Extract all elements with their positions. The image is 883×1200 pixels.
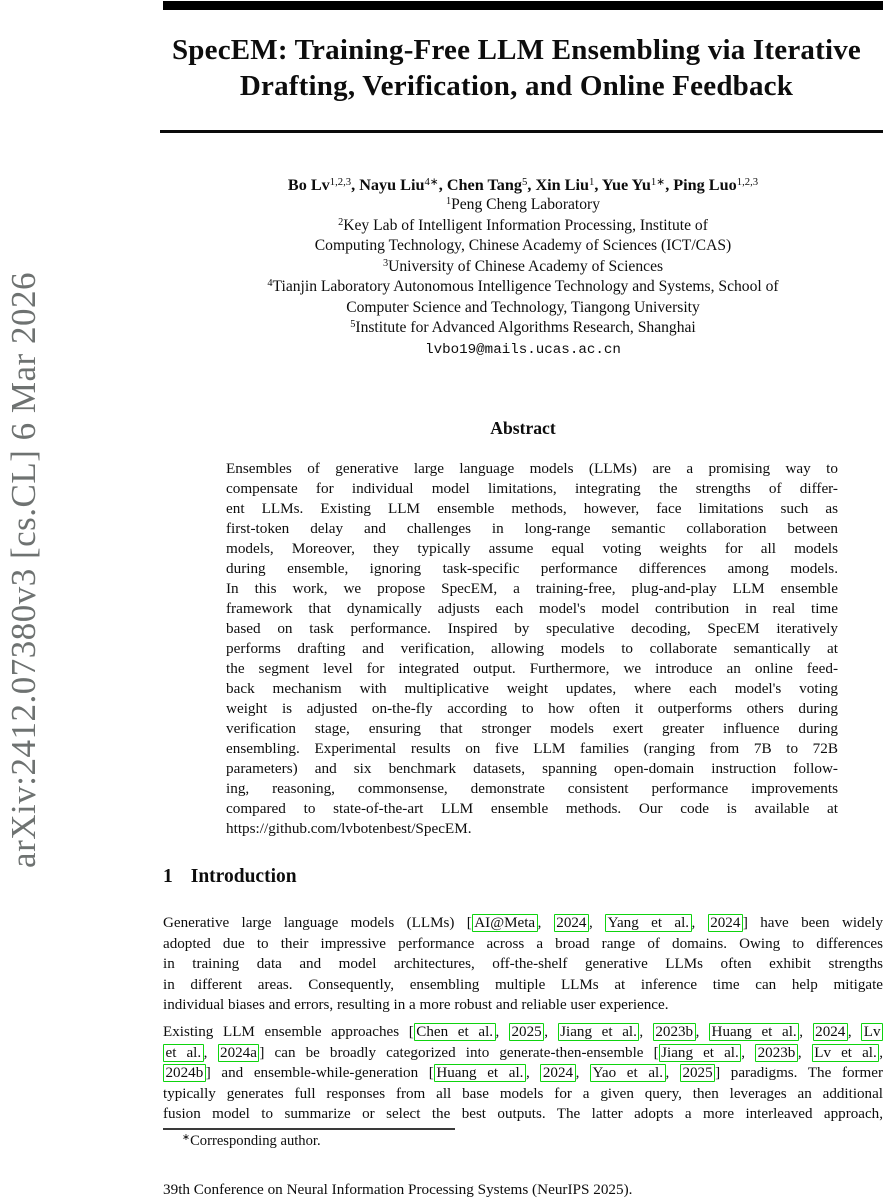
text-line: typically generates full responses from all base models for a given query, then leverages an additional xyxy=(163,1085,883,1102)
abstract-body xyxy=(226,459,838,839)
text-line: compared to state-of-the-art LLM ensemble methods. Our code is available at xyxy=(226,800,838,818)
text-line: compensate for individual model limitations, integrating the strengths of differ- xyxy=(226,480,838,498)
footnote-text: Corresponding author. xyxy=(190,1133,321,1149)
text-line: in different areas. Consequently, ensembling multiple LLMs at inference time can help mitigate xyxy=(163,976,883,993)
section-title: Introduction xyxy=(190,866,297,887)
superscript: 4 xyxy=(267,278,273,290)
superscript: 1,2,3 xyxy=(329,175,352,188)
section-heading-introduction xyxy=(163,866,297,888)
superscript: 3 xyxy=(382,257,389,269)
intro-paragraph-2 xyxy=(163,1022,883,1125)
affiliations xyxy=(163,195,883,338)
citation-link[interactable]: 2024b xyxy=(163,1064,206,1082)
citation-link[interactable]: Jiang et al. xyxy=(659,1044,742,1062)
author-name: Bo Lv xyxy=(287,176,330,194)
text-line: $^4$Tianjin Laboratory Autonomous Intelligence Technology and Systems, School of xyxy=(267,278,779,296)
text-line: $^5$Institute for Advanced Algorithms Research, Shanghai xyxy=(350,319,696,337)
citation-link[interactable]: Yang et al. xyxy=(605,914,691,932)
citation-link[interactable]: 2023b xyxy=(755,1044,798,1062)
authors-block xyxy=(163,175,883,360)
text-line: individual biases and errors, resulting in a more robust and reliable user experience. xyxy=(163,997,669,1014)
text-line: $^2$Key Lab of Intelligent Information Processing, Institute of xyxy=(338,216,708,234)
text-line: Generative large language models (LLMs) [ AI@Meta , 2024 , Yang et al. , 2024 ] have been widely xyxy=(163,915,883,931)
text-line: first-token delay and challenges in long-range semantic collaboration between xyxy=(226,520,838,538)
text-line: during ensemble, ignoring task-specific performance differences among models. xyxy=(226,560,838,578)
text-line: the segment level for integrated output. Furthermore, we introduce an online feed- xyxy=(226,660,838,678)
text-line xyxy=(163,175,883,195)
text-line: weight is adjusted on-the-fly according to how often it outperforms others during xyxy=(226,700,838,718)
text-line: Computing Technology, Chinese Academy of Sciences (ICT/CAS) xyxy=(314,237,732,255)
text-line: et al. , 2024a ] can be broadly categorized into generate-then-ensemble [ Jiang et al. , 2023b , Lv et al. , xyxy=(163,1043,883,1064)
citation-link[interactable]: et al. xyxy=(163,1044,204,1062)
text-line: verification stage, ensuring that stronger models exert greater influence during xyxy=(226,720,838,738)
text-line: adopted due to their impressive performance across a broad range of domains. Owing to differences xyxy=(163,935,883,952)
citation-link[interactable]: Jiang et al. xyxy=(558,1023,640,1041)
citation-link[interactable]: 2024 xyxy=(540,1064,575,1082)
paper-title-line-1: SpecEM: Training-Free LLM Ensembling via Iterative xyxy=(171,34,862,66)
text-line: fusion model to summarize or select the best outputs. The latter adopts a more interleaved approach, xyxy=(163,1106,883,1123)
text-line: In this work, we propose SpecEM, a training-free, plug-and-play LLM ensemble xyxy=(226,580,838,598)
citation-link[interactable]: Yao et al. xyxy=(590,1064,666,1082)
email-text: lvbo19@mails.ucas.ac.cn xyxy=(425,341,621,358)
citation-link[interactable]: 2023b xyxy=(653,1023,696,1041)
citation-link[interactable]: 2025 xyxy=(509,1023,544,1041)
citation-link[interactable]: 2024 xyxy=(708,914,743,932)
citation-link[interactable]: 2025 xyxy=(680,1064,715,1082)
footnote-marker: ∗ xyxy=(182,1132,191,1144)
author-name: , Xin Liu xyxy=(527,176,589,194)
text-line: framework that dynamically adjusts each model's model contribution in real time xyxy=(226,600,838,618)
abstract-heading: Abstract xyxy=(490,418,556,438)
text-line: $^1$Peng Cheng Laboratory xyxy=(445,196,601,214)
text-line: Existing LLM ensemble approaches [ Chen et al. , 2025 , Jiang et al. , 2023b , Huang et al. , 2024 , Lv xyxy=(163,1022,883,1043)
text-line: performs drafting and verification, allowing models to collaborate semantically at xyxy=(226,640,838,658)
superscript: 1,2,3 xyxy=(736,175,759,188)
text-line xyxy=(163,339,883,360)
text-line: Ensembles of generative large language models (LLMs) are a promising way to xyxy=(226,460,838,477)
citation-link[interactable]: 2024a xyxy=(218,1044,260,1062)
title-divider-rule xyxy=(160,130,883,133)
text-line: based on task performance. Inspired by speculative decoding, SpecEM iteratively xyxy=(226,620,838,638)
author-line xyxy=(163,175,883,195)
superscript: 2 xyxy=(338,216,344,228)
citation-link[interactable]: 2024 xyxy=(554,914,589,932)
superscript: 1 xyxy=(588,175,595,188)
footnote-rule xyxy=(163,1128,455,1130)
citation-link[interactable]: Chen et al. xyxy=(414,1023,496,1041)
paper-title-line-2: Drafting, Verification, and Online Feedback xyxy=(239,69,794,102)
author-name: , Ping Luo xyxy=(665,176,737,194)
text-line: in training data and model architectures, off-the-shelf generative LLMs often exhibit strengths xyxy=(163,956,883,973)
author-name: , Chen Tang xyxy=(438,176,522,194)
superscript: 4∗ xyxy=(424,175,439,188)
conference-footer: 39th Conference on Neural Information Processing Systems (NeurIPS 2025). xyxy=(163,1181,633,1198)
citation-link[interactable]: Huang et al. xyxy=(709,1023,799,1041)
footnote-corresponding-author xyxy=(182,1133,321,1150)
text-line: parameters) and six benchmark datasets, spanning open-domain instruction follow- xyxy=(226,760,838,778)
citation-link[interactable]: Huang et al. xyxy=(434,1064,526,1082)
citation-link[interactable]: Lv xyxy=(861,1023,883,1041)
text-line: ensembling. Experimental results on five LLM families (ranging from 7B to 72B xyxy=(226,740,838,758)
text-line: models, Moreover, they typically assume equal voting weights for all models xyxy=(226,540,838,558)
intro-paragraph-1 xyxy=(163,913,883,1016)
text-line: Computer Science and Technology, Tiangong University xyxy=(346,298,700,316)
text-line: https://github.com/lvbotenbest/SpecEM. xyxy=(226,820,472,838)
section-number: 1 xyxy=(163,866,173,887)
citation-link[interactable]: Lv et al. xyxy=(812,1044,880,1062)
text-line: back mechanism with multiplicative weight updates, where each model's voting xyxy=(226,680,838,698)
citation-link[interactable]: 2024 xyxy=(813,1023,848,1041)
text-line: $^3$University of Chinese Academy of Sciences xyxy=(382,257,664,275)
text-line: ing, reasoning, commonsense, demonstrate consistent performance improvements xyxy=(226,780,838,798)
superscript: 5 xyxy=(350,319,356,331)
citation-link[interactable]: AI@Meta xyxy=(472,914,538,932)
paper-title xyxy=(150,33,883,104)
arxiv-watermark: arXiv:2412.07380v3 [cs.CL] 6 Mar 2026 xyxy=(4,272,43,868)
superscript: 1 xyxy=(445,196,452,208)
text-line: ent LLMs. Existing LLM ensemble methods, however, face limitations such as xyxy=(226,500,838,518)
text-line: 2024b ] and ensemble-while-generation [ Huang et al. , 2024 , Yao et al. , 2025 ] paradigms. The former xyxy=(163,1063,883,1084)
author-name: , Yue Yu xyxy=(594,176,651,194)
superscript: 5 xyxy=(522,175,528,188)
superscript: 1∗ xyxy=(650,175,666,188)
author-name: , Nayu Liu xyxy=(351,176,425,194)
author-email xyxy=(163,339,883,360)
top-black-bar xyxy=(163,1,883,10)
